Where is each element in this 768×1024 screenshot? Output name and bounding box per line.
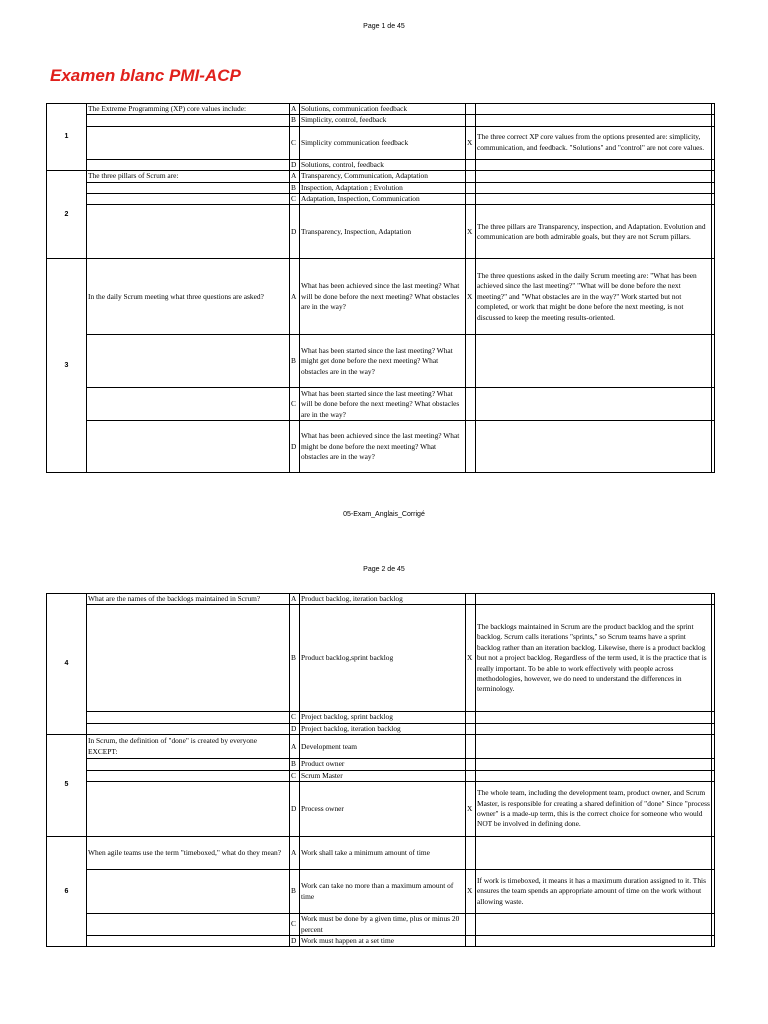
question-number: 5 (47, 735, 87, 837)
answer-explanation (476, 194, 712, 205)
option-text: Product backlog, iteration backlog (300, 594, 466, 605)
exam-table-page-2 (46, 593, 715, 947)
answer-mark (466, 837, 476, 870)
option-text: Development team (300, 735, 466, 759)
option-row (47, 723, 715, 734)
option-letter: C (290, 712, 300, 723)
answer-explanation (476, 421, 712, 473)
answer-mark (466, 335, 476, 388)
answer-mark (466, 936, 476, 947)
answer-mark (466, 182, 476, 193)
option-letter: B (290, 870, 300, 914)
page-header-2: Page 2 de 45 (363, 566, 405, 573)
option-row (47, 870, 715, 914)
question-3 (47, 259, 715, 473)
answer-mark: X (466, 605, 476, 712)
option-text: Product owner (300, 759, 466, 770)
question-4 (47, 594, 715, 735)
option-text: Work must happen at a set time (300, 936, 466, 947)
answer-mark (466, 421, 476, 473)
answer-explanation (476, 335, 712, 388)
question-number: 1 (47, 104, 87, 171)
option-text: Simplicity communication feedback (300, 126, 466, 159)
answer-explanation (476, 914, 712, 936)
question-text: In Scrum, the definition of "done" is created by everyone EXCEPT: (87, 735, 290, 759)
option-letter: D (290, 421, 300, 473)
answer-mark (466, 759, 476, 770)
answer-explanation: The three correct XP core values from the options presented are: simplicity, communication, and feedback. "Solutions" and "control" are not core values. (476, 126, 712, 159)
answer-mark (466, 171, 476, 182)
option-row (47, 126, 715, 159)
option-row (47, 605, 715, 712)
option-row (47, 837, 715, 870)
page-header-1: Page 1 de 45 (363, 23, 405, 30)
option-text: What has been achieved since the last meeting? What might be done before the next meeting? What obstacles are in the way? (300, 421, 466, 473)
option-letter: D (290, 205, 300, 259)
answer-explanation: The three questions asked in the daily Scrum meeting are: "What has been achieved since the last meeting?" "What will be done before the next meeting?" and "What obstacles are in the way?" Work started but not completed, or work that might be done before the next meeting, is not discussed to keep the meeting results-oriented. (476, 259, 712, 335)
option-row (47, 205, 715, 259)
option-letter: B (290, 182, 300, 193)
option-letter: A (290, 837, 300, 870)
answer-mark (466, 115, 476, 126)
answer-mark: X (466, 870, 476, 914)
option-row (47, 712, 715, 723)
option-row (47, 115, 715, 126)
option-text: What has been started since the last meeting? What will be done before the next meeting? What obstacles are in the way? (300, 388, 466, 421)
option-row (47, 104, 715, 115)
answer-mark (466, 194, 476, 205)
answer-explanation: The three pillars are Transparency, inspection, and Adaptation. Evolution and communication are both admirable goals, but they are not Scrum pillars. (476, 205, 712, 259)
option-row (47, 388, 715, 421)
option-text: Work must be done by a given time, plus or minus 20 percent (300, 914, 466, 936)
answer-explanation (476, 936, 712, 947)
option-row (47, 421, 715, 473)
option-row (47, 259, 715, 335)
option-row (47, 770, 715, 781)
answer-mark (466, 388, 476, 421)
answer-mark (466, 735, 476, 759)
answer-explanation (476, 115, 712, 126)
option-text: What has been started since the last meeting? What might get done before the next meeting? What obstacles are in the way? (300, 335, 466, 388)
question-number: 3 (47, 259, 87, 473)
option-letter: B (290, 115, 300, 126)
answer-mark (466, 104, 476, 115)
option-text: Project backlog, iteration backlog (300, 723, 466, 734)
answer-mark (466, 770, 476, 781)
option-row (47, 936, 715, 947)
option-text: Work can take no more than a maximum amount of time (300, 870, 466, 914)
answer-explanation: The backlogs maintained in Scrum are the product backlog and the sprint backlog. Scrum calls iterations "sprints," so Scrum teams have a sprint backlog rather than an iteration backlog. Likewise, there is a product backlog but not a project backlog. Regardless of the term used, it is the practice that is really important. To be able to work effectively with people across methodologies, however, we do need to understand the differences in terminology. (476, 605, 712, 712)
answer-mark: X (466, 205, 476, 259)
exam-table-page-1 (46, 103, 715, 473)
option-row (47, 914, 715, 936)
option-row (47, 594, 715, 605)
option-row (47, 735, 715, 759)
question-5 (47, 735, 715, 837)
option-text: Solutions, communication feedback (300, 104, 466, 115)
document-title: Examen blanc PMI-ACP (50, 66, 241, 85)
answer-mark (466, 159, 476, 170)
option-letter: B (290, 759, 300, 770)
question-text: When agile teams use the term "timeboxed," what do they mean? (87, 837, 290, 870)
option-row (47, 171, 715, 182)
option-text: Process owner (300, 782, 466, 837)
answer-mark (466, 723, 476, 734)
answer-explanation (476, 723, 712, 734)
question-1 (47, 104, 715, 171)
option-letter: D (290, 782, 300, 837)
question-number: 6 (47, 837, 87, 947)
answer-explanation: If work is timeboxed, it means it has a maximum duration assigned to it. This ensures the team spends an appropriate amount of time on the work without allowing waste. (476, 870, 712, 914)
option-row (47, 782, 715, 837)
option-letter: C (290, 914, 300, 936)
option-letter: C (290, 388, 300, 421)
option-text: Adaptation, Inspection, Communication (300, 194, 466, 205)
answer-explanation (476, 770, 712, 781)
document-footer: 05-Exam_Anglais_Corrigé (343, 511, 425, 518)
question-2 (47, 171, 715, 259)
option-letter: A (290, 594, 300, 605)
answer-explanation (476, 594, 712, 605)
answer-explanation (476, 837, 712, 870)
option-letter: A (290, 259, 300, 335)
option-text: Scrum Master (300, 770, 466, 781)
answer-mark: X (466, 782, 476, 837)
answer-mark (466, 594, 476, 605)
option-text: Transparency, Inspection, Adaptation (300, 205, 466, 259)
answer-explanation (476, 712, 712, 723)
answer-explanation (476, 159, 712, 170)
question-text: What are the names of the backlogs maintained in Scrum? (87, 594, 290, 605)
option-row (47, 159, 715, 170)
option-letter: C (290, 194, 300, 205)
option-row (47, 759, 715, 770)
answer-explanation (476, 388, 712, 421)
answer-mark (466, 914, 476, 936)
option-letter: B (290, 605, 300, 712)
option-row (47, 335, 715, 388)
answer-explanation (476, 182, 712, 193)
answer-mark: X (466, 259, 476, 335)
option-text: Project backlog, sprint backlog (300, 712, 466, 723)
question-text: The three pillars of Scrum are: (87, 171, 290, 182)
option-text: Inspection, Adaptation ; Evolution (300, 182, 466, 193)
option-letter: A (290, 735, 300, 759)
option-row (47, 194, 715, 205)
option-row (47, 182, 715, 193)
answer-explanation (476, 104, 712, 115)
option-text: Solutions, control, feedback (300, 159, 466, 170)
question-text: The Extreme Programming (XP) core values include: (87, 104, 290, 115)
option-text: Transparency, Communication, Adaptation (300, 171, 466, 182)
answer-explanation (476, 735, 712, 759)
option-letter: A (290, 104, 300, 115)
answer-explanation (476, 171, 712, 182)
option-text: Simplicity, control, feedback (300, 115, 466, 126)
option-letter: D (290, 936, 300, 947)
answer-explanation (476, 759, 712, 770)
option-letter: D (290, 723, 300, 734)
question-number: 2 (47, 171, 87, 259)
option-text: Product backlog,sprint backlog (300, 605, 466, 712)
option-letter: D (290, 159, 300, 170)
answer-explanation: The whole team, including the development team, product owner, and Scrum Master, is responsible for creating a shared definition of "done" Since "process owner" is a made-up term, this is the correct choice for someone who would NOT be involved in defining done. (476, 782, 712, 837)
option-text: Work shall take a minimum amount of time (300, 837, 466, 870)
question-6 (47, 837, 715, 947)
question-number: 4 (47, 594, 87, 735)
option-text: What has been achieved since the last meeting? What will be done before the next meeting? What obstacles are in the way? (300, 259, 466, 335)
option-letter: C (290, 770, 300, 781)
answer-mark: X (466, 126, 476, 159)
question-text: In the daily Scrum meeting what three questions are asked? (87, 259, 290, 335)
option-letter: C (290, 126, 300, 159)
option-letter: A (290, 171, 300, 182)
answer-mark (466, 712, 476, 723)
option-letter: B (290, 335, 300, 388)
